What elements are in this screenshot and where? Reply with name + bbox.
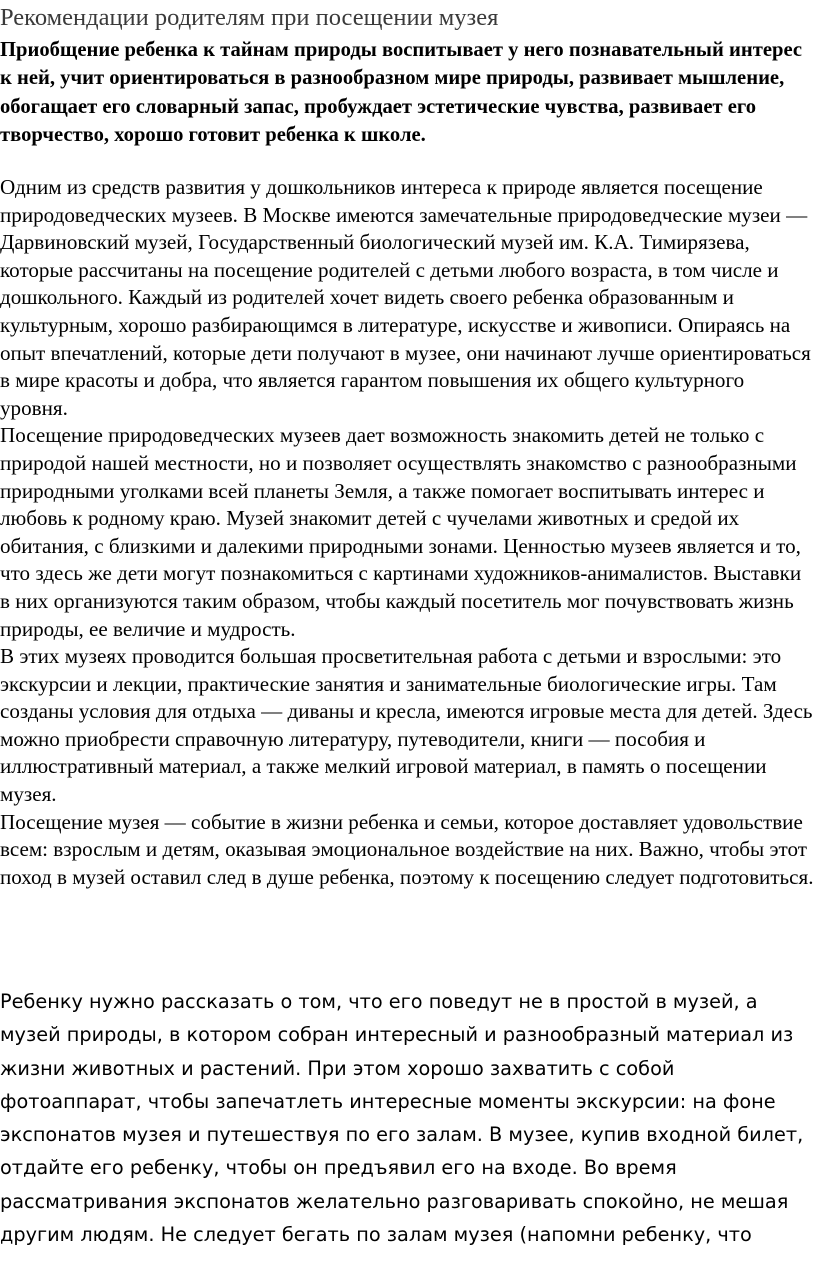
body-text bbox=[0, 174, 816, 891]
paragraph-museum-visit-event: Посещение музея — событие в жизни ребенка и семьи, которое доставляет удовольствие всем: взрослым и детям, оказывая эмоциональное воздействие на них. Важно, чтобы этот поход в музей оставил след в душе ребенка, поэтому к посещению следует подготовиться. bbox=[0, 809, 814, 889]
paragraph-educational-work: В этих музеях проводится большая просветительная работа с детьми и взрослыми: это экскурсии и лекции, практические занятия и занимательные биологические игры. Там созданы условия для отдыха — диваны и кресла, имеются игровые места для детей. Здесь можно приобрести справочную литературу, путеводители, книги — пособия и иллюстративный материал, а также мелкий игровой материал, в память о посещении музея. bbox=[0, 644, 813, 807]
document-title: Рекомендации родителям при посещении музея bbox=[0, 4, 499, 31]
paragraph-museums-overview: Одним из средств развития у дошкольников интереса к природе является посещение природоведческих музеев. В Москве имеются замечательные природоведческие музеи — Дарвиновский музей, Государственный биологический музей им. К.А. Тимирязева, которые рассчитаны на посещение родителей с детьми любого возраста, в том числе и дошкольного. Каждый из родителей хочет видеть своего ребенка образованным и культурным, хорошо разбирающимся в литературе, искусстве и живописи. Опираясь на опыт впечатлений, которые дети получают в музее, они начинают лучше ориентироваться в мире красоты и добра, что является гарантом повышения их общего культурного уровня. bbox=[0, 175, 811, 420]
paragraph-preparation-advice: Ребенку нужно рассказать о том, что его поведут не в простой в музей, а музей природы, в котором собран интересный и разнообразный материал из жизни животных и растений. При этом хорошо захватить с собой фотоаппарат, чтобы запечатлеть интересные моменты экскурсии: на фоне экспонатов музея и путешествуя по его залам. В музее, купив входной билет, отдайте его ребенку, чтобы он предъявил его на входе. Во время рассматривания экспонатов желательно разговаривать спокойно, не мешая другим людям. Не следует бегать по залам музея (напомни ребенку, что bbox=[0, 990, 804, 1247]
paragraph-museum-opportunities: Посещение природоведческих музеев дает возможность знакомить детей не только с природой нашей местности, но и позволяет осуществлять знакомство с разнообразными природными уголками всей планеты Земля, а также помогает воспитывать интерес и любовь к родному краю. Музей знакомит детей с чучелами животных и средой их обитания, с близкими и далекими природными зонами. Ценностью музеев является и то, что здесь же дети могут познакомиться с картинами художников-анималистов. Выставки в них организуются таким образом, чтобы каждый посетитель мог почувствовать жизнь природы, ее величие и мудрость. bbox=[0, 423, 802, 641]
intro-paragraph: Приобщение ребенка к тайнам природы воспитывает у него познавательный интерес к ней, учит ориентироваться в разнообразном мире природы, развивает мышление, обогащает его словарный запас, пробуждает эстетические чувства, развивает его творчество, хорошо готовит ребенка к школе. bbox=[0, 39, 802, 147]
